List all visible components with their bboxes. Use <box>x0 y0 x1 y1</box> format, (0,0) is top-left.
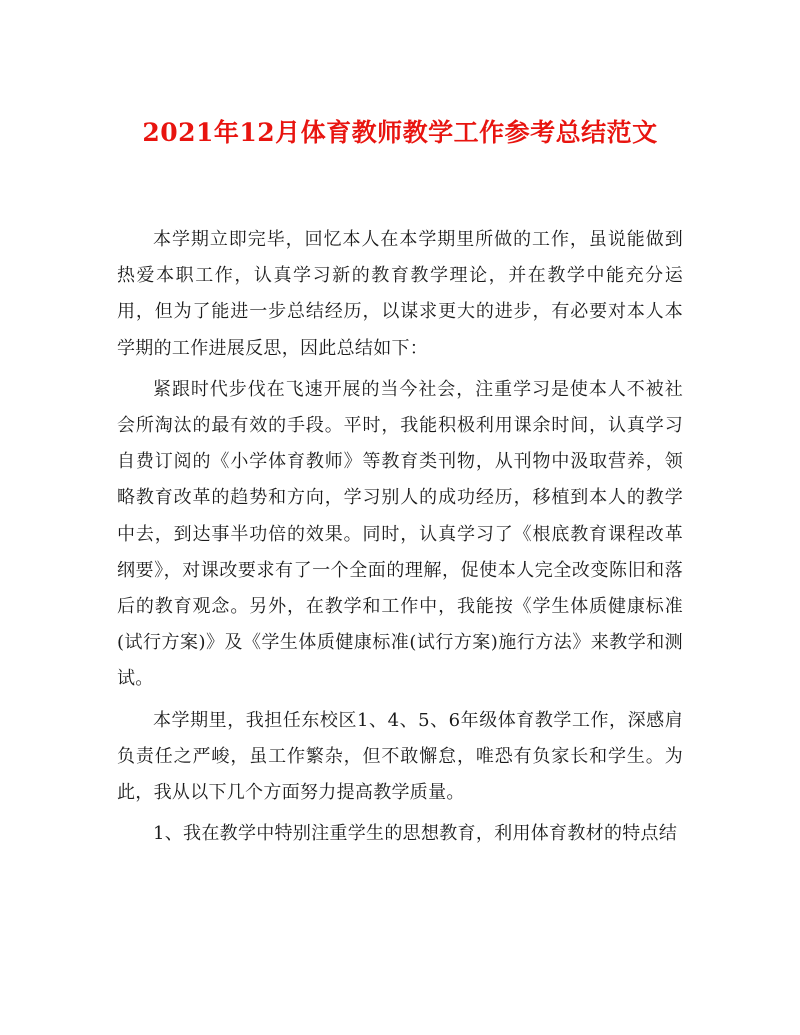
paragraph-point-1: 1、我在教学中特别注重学生的思想教育，利用体育教材的特点结 <box>153 823 678 845</box>
document-title: 2021年12月体育教师教学工作参考总结范文 <box>142 117 658 147</box>
paragraph-study: 紧跟时代步伐在飞速开展的当今社会，注重学习是使本人不被社会所淘汰的最有效的手段。平时，我能积极利用课余时间，认真学习自费订阅的《小学体育教师》等教育类刊物，从刊物中汲取营养，领略教育改革的趋势和方向，学习别人的成功经历，移植到本人的教学中去，到达事半功倍的效果。同时，认真学习了《根底教育课程改革纲要》，对课改要求有了一个全面的理解，促使本人完全改变陈旧和落后的教育观念。另外，在教学和工作中，我能按《学生体质健康标准(试行方案)》及《学生体质健康标准(试行方案)施行方法》来教学和测试。 <box>117 378 683 690</box>
paragraph-intro: 本学期立即完毕，回忆本人在本学期里所做的工作，虽说能做到热爱本职工作，认真学习新的教育教学理论，并在教学中能充分运用，但为了能进一步总结经历，以谋求更大的进步，有必要对本人本学期的工作进展反思，因此总结如下： <box>117 229 683 359</box>
document-body <box>117 222 683 857</box>
paragraph-teaching-duties: 本学期里，我担任东校区1、4、5、6年级体育教学工作，深感肩负责任之严峻，虽工作繁杂，但不敢懈怠，唯恐有负家长和学生。为此，我从以下几个方面努力提高教学质量。 <box>117 709 683 804</box>
